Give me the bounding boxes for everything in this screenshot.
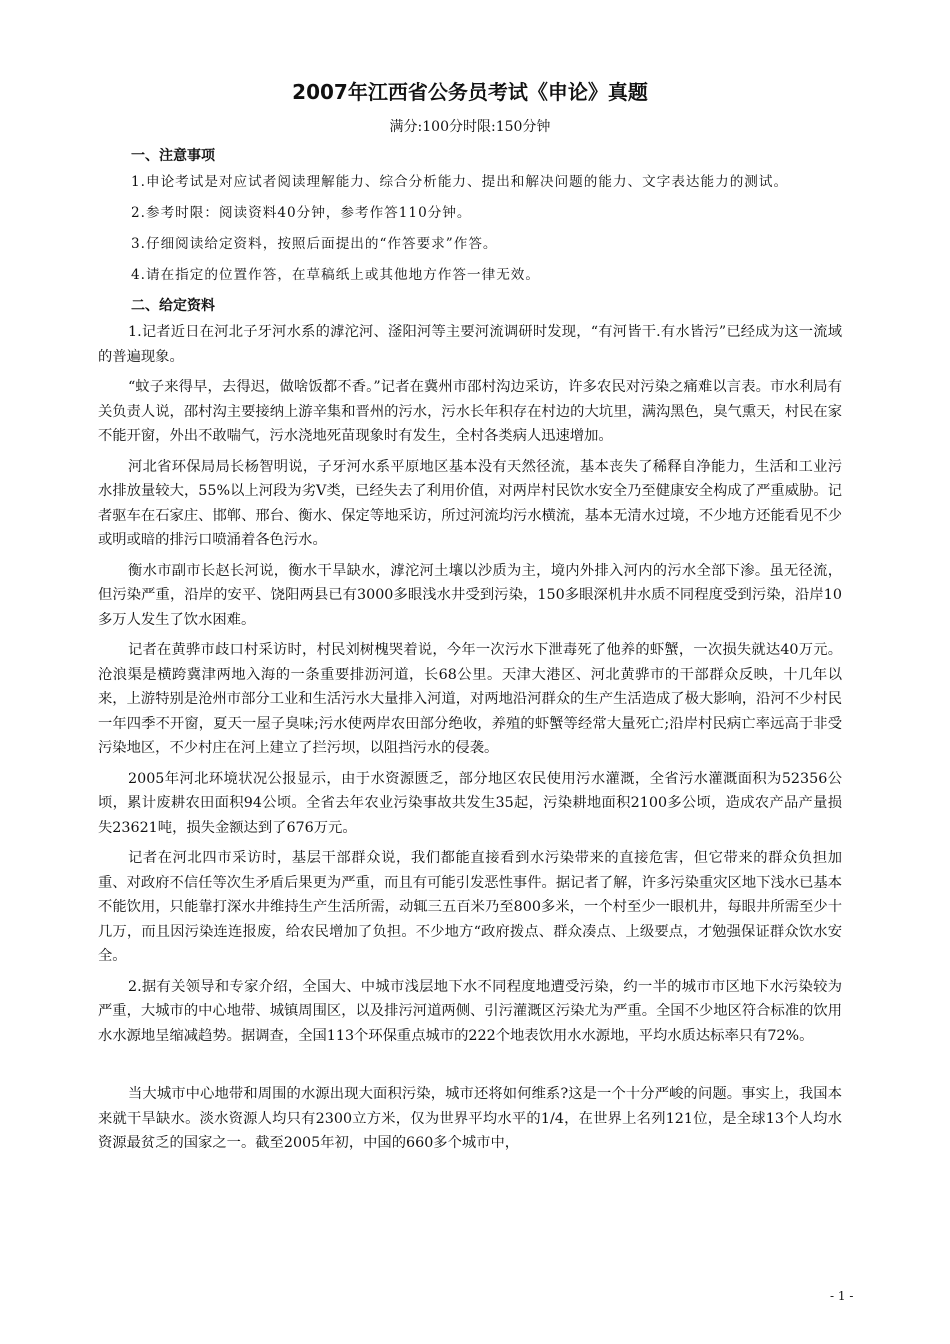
document-page [98,78,842,1162]
material-paragraph: 河北省环保局局长杨智明说，子牙河水系平原地区基本没有天然径流，基本丧失了稀释自净能力，生活和工业污水排放量较大，55%以上河段为劣Ⅴ类，已经失去了利用价值，对两岸村民饮水安全乃至健康安全构成了严重威胁。记者驱车在石家庄、邯郸、邢台、衡水、保定等地采访，所过河流均污水横流，基本无清水过境，不少地方还能看见不少或明或暗的排污口喷涌着各色污水。 [98,458,842,548]
section-heading-materials: 二、给定资料 [131,298,215,314]
note-item: 4.请在指定的位置作答，在草稿纸上或其他地方作答一律无效。 [131,267,540,283]
document-title: 2007年江西省公务员考试《申论》真题 [292,80,648,104]
note-item: 2.参考时限：阅读资料40分钟，参考作答110分钟。 [131,205,472,221]
note-item: 3.仔细阅读给定资料，按照后面提出的“作答要求”作答。 [131,236,498,252]
material-paragraph: 记者在黄骅市歧口村采访时，村民刘树槐哭着说，今年一次污水下泄毒死了他养的虾蟹，一次损失就达40万元。沧浪渠是横跨冀津两地入海的一条重要排沥河道，长68公里。天津大港区、河北黄骅市的干部群众反映，十几年以来，上游特别是沧州市部分工业和生活污水大量排入河道，对两地沿河群众的生产生活造成了极大影响，沿河不少村民一年四季不开窗，夏天一屋子臭味;污水使两岸农田部分绝收，养殖的虾蟹等经常大量死亡;沿岸村民病亡率远高于非受污染地区，不少村庄在河上建立了拦污坝，以阻挡污水的侵袭。 [98,642,842,756]
note-item: 1.申论考试是对应试者阅读理解能力、综合分析能力、提出和解决问题的能力、文字表达能力的测试。 [131,174,789,190]
material-paragraph: 2.据有关领导和专家介绍，全国大、中城市浅层地下水不同程度地遭受污染，约一半的城市市区地下水污染较为严重，大城市的中心地带、城镇周围区，以及排污河道两侧、引污灌溉区污染尤为严重。全国不少地区符合标准的饮用水水源地呈缩减趋势。据调查，全国113个环保重点城市的222个地表饮用水水源地，平均水质达标率只有72%。 [98,978,842,1044]
paragraph-gap [98,1054,842,1082]
material-paragraph: 1.记者近日在河北子牙河水系的滹沱河、滏阳河等主要河流调研时发现，“有河皆干.有水皆污”已经成为这一流域的普遍现象。 [98,324,842,365]
page-number: - 1 - [830,1289,854,1303]
material-paragraph: 衡水市副市长赵长河说，衡水干旱缺水，滹沱河土壤以沙质为主，境内外排入河内的污水全部下渗。虽无径流，但污染严重，沿岸的安平、饶阳两县已有3000多眼浅水井受到污染，150多眼深机井水质不同程度受到污染，沿岸10多万人发生了饮水困难。 [98,562,842,628]
material-paragraph: “蚊子来得早，去得迟，做啥饭都不香。”记者在冀州市邵村沟边采访，许多农民对污染之痛难以言表。市水利局有关负责人说，邵村沟主要接纳上游辛集和晋州的污水，污水长年积存在村边的大坑里，满沟黑色，臭气熏天，村民在家不能开窗，外出不敢喘气，污水浇地死苗现象时有发生，全村各类病人迅速增加。 [98,379,842,444]
material-paragraph: 当大城市中心地带和周围的水源出现大面积污染，城市还将如何维系?这是一个十分严峻的问题。事实上，我国本来就干旱缺水。淡水资源人均只有2300立方米，仅为世界平均水平的1/4，在世界上名列121位，是全球13个人均水资源最贫乏的国家之一。截至2005年初，中国的660多个城市中， [98,1086,842,1151]
material-paragraph: 记者在河北四市采访时，基层干部群众说，我们都能直接看到水污染带来的直接危害，但它带来的群众负担加重、对政府不信任等次生矛盾后果更为严重，而且有可能引发恶性事件。据记者了解，许多污染重灾区地下浅水已基本不能饮用，只能靠打深水井维持生产生活所需，动辄三五百米乃至800多米，一个村至少一眼机井，每眼井所需至少十几万，而且因污染连连报废，给农民增加了负担。不少地方“政府拨点、群众凑点、上级要点，才勉强保证群众饮水安全。 [98,850,842,964]
material-paragraph: 2005年河北环境状况公报显示，由于水资源匮乏，部分地区农民使用污水灌溉，全省污水灌溉面积为52356公顷，累计废耕农田面积94公顷。全省去年农业污染事故共发生35起，污染耕地面积2100多公顷，造成农产品产量损失23621吨，损失金额达到了676万元。 [98,770,842,836]
section-heading-notes: 一、注意事项 [131,148,215,164]
exam-info: 满分:100分时限:150分钟 [389,119,551,135]
